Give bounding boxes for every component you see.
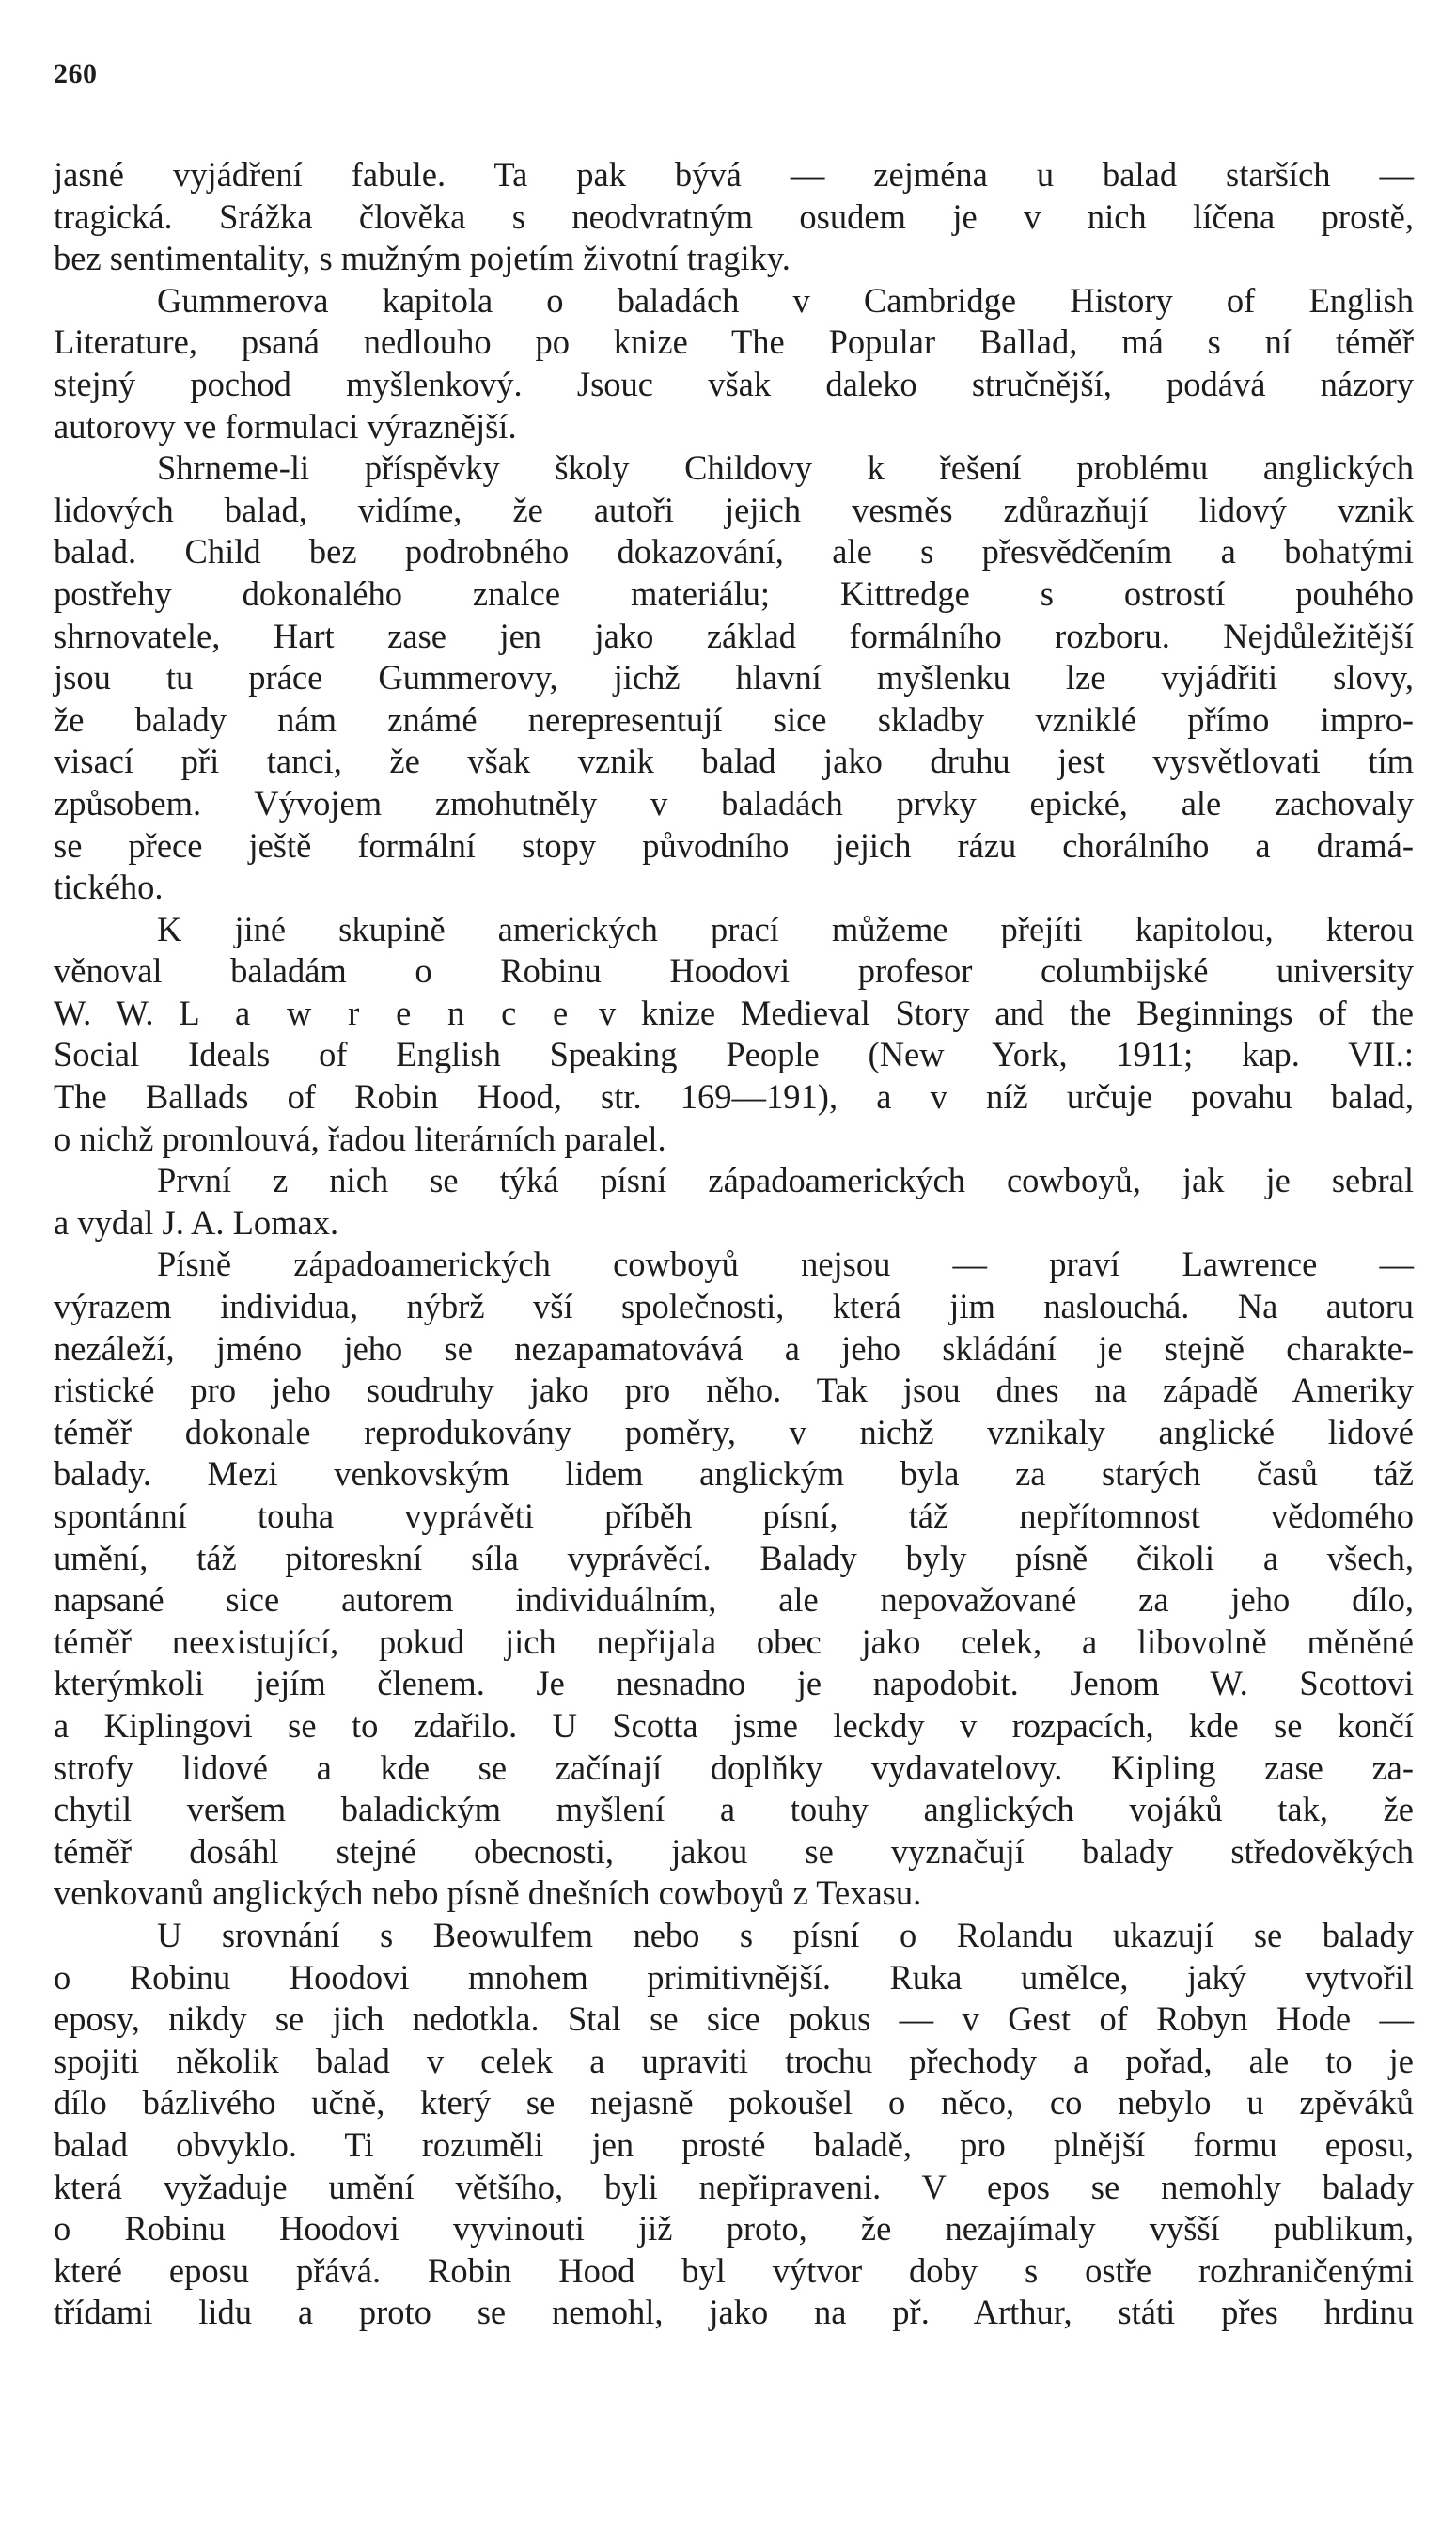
text-line: téměř dokonale reprodukovány poměry, v nichž vznikaly anglické lidové: [54, 1412, 1414, 1451]
text-line: První z nich se týká písní západoamerických cowboyů, jak je sebral: [157, 1161, 1414, 1200]
spaced-author-name: L a w r e n c e: [179, 993, 574, 1032]
paragraph-7: [54, 1915, 1414, 2334]
text-line: o nichž promlouvá, řadou literárních paralel.: [54, 1119, 666, 1158]
paragraph-2: [54, 280, 1414, 447]
text-line: třídami lidu a proto se nemohl, jako na př. Arthur, státi přes hrdinu: [54, 2293, 1414, 2332]
text-line: nezáleží, jméno jeho se nezapamatovává a jeho skládání je stejně charakte-: [54, 1328, 1414, 1368]
text-line: která vyžaduje umění většího, byli nepřipraveni. V epos se nemohly balady: [54, 2167, 1414, 2206]
text-line: že balady nám známé nerepresentují sice skladby vzniklé přímo impro-: [54, 699, 1414, 739]
text-line: balady. Mezi venkovským lidem anglickým byla za starých časů táž: [54, 1454, 1414, 1494]
text-line: chytil veršem baladickým myšlení a touhy anglických vojáků tak, že: [54, 1790, 1414, 1829]
text-line: spontánní touha vyprávěti příběh písní, táž nepřítomnost vědomého: [54, 1497, 1414, 1535]
text-line: shrnovatele, Hart zase jen jako základ formálního rozboru. Nejdůležitější: [54, 616, 1414, 655]
text-line: spojiti několik balad v celek a upraviti trochu přechody a pořad, ale to je: [54, 2041, 1414, 2080]
body-text: [54, 154, 1414, 2334]
text-line: Social Ideals of English Speaking People (New York, 1911; kap. VII.:: [54, 1035, 1414, 1074]
text-line: eposy, nikdy se jich nedotkla. Stal se sice pokus — v Gest of Robyn Hode —: [54, 1999, 1414, 2039]
text-line: o Robinu Hoodovi vyvinouti již proto, že nezajímaly vyšší publikum,: [54, 2209, 1414, 2249]
text-line: K jiné skupině amerických prací můžeme přejíti kapitolou, kterou: [157, 909, 1414, 948]
text-line: stejný pochod myšlenkový. Jsouc však daleko stručnější, podává názory: [54, 364, 1414, 403]
text-line: dílo bázlivého učně, který se nejasně pokoušel o něco, co nebylo u zpěváků: [54, 2083, 1414, 2123]
text-line: věnoval baladám o Robinu Hoodovi profesor columbijské university: [54, 951, 1414, 991]
paragraph-5: [54, 1160, 1414, 1244]
text-line: se přece ještě formální stopy původního jejich rázu chorálního a dramá-: [54, 825, 1414, 865]
text-line: tragická. Srážka člověka s neodvratným osudem je v nich líčena prostě,: [54, 196, 1414, 236]
text-line: a Kiplingovi se to zdařilo. U Scotta jsme leckdy v rozpacích, kde se končí: [54, 1705, 1414, 1745]
text-line: Písně západoamerických cowboyů nejsou — praví Lawrence —: [157, 1245, 1414, 1284]
text-line: napsané sice autorem individuálním, ale nepovažované za jeho dílo,: [54, 1580, 1414, 1620]
text-line: visací při tanci, že však vznik balad jako druhu jest vysvětlovati tím: [54, 742, 1414, 781]
text-line: balad obvyklo. Ti rozuměli jen prosté baladě, pro plnější formu eposu,: [54, 2124, 1414, 2164]
text-line: Shrneme-li příspěvky školy Childovy k řešení problému anglických: [157, 448, 1414, 488]
text-line: balad. Child bez podrobného dokazování, ale s přesvědčením a bohatými: [54, 532, 1414, 572]
text-line: téměř dosáhl stejné obecnosti, jakou se vyznačují balady středověkých: [54, 1831, 1414, 1871]
text-line: strofy lidové a kde se začínají doplňky vydavatelovy. Kipling zase za-: [54, 1747, 1414, 1787]
text-line: autorovy ve formulaci výraznější.: [54, 406, 517, 446]
paragraph-6: [54, 1244, 1414, 1915]
text-line: jasné vyjádření fabule. Ta pak bývá — zejména u balad starších —: [54, 155, 1414, 194]
text-line: a vydal J. A. Lomax.: [54, 1202, 339, 1242]
paragraph-3: [54, 447, 1414, 909]
text-line-with-spaced-name: W. W. L a w r e n c e v knize Medieval Story and the Beginnings of the: [54, 993, 1415, 1032]
text-line: ristické pro jeho soudruhy jako pro něho. Tak jsou dnes na západě Ameriky: [54, 1371, 1414, 1410]
text-line: tického.: [54, 868, 164, 907]
text-line: venkovanů anglických nebo písně dnešních cowboyů z Texasu.: [54, 1873, 922, 1913]
text-line: Literature, psaná nedlouho po knize The Popular Ballad, má s ní téměř: [54, 322, 1414, 362]
page-number: 260: [54, 58, 98, 89]
text-line: které eposu přává. Robin Hood byl výtvor doby s ostře rozhraničenými: [54, 2250, 1414, 2290]
text-line: bez sentimentality, s mužným pojetím životní tragiky.: [54, 239, 791, 278]
text-line: kterýmkoli jejím členem. Je nesnadno je napodobit. Jenom W. Scottovi: [54, 1664, 1414, 1703]
text-line: Gummerova kapitola o baladách v Cambridge History of English: [157, 280, 1414, 320]
text-line: jsou tu práce Gummerovy, jichž hlavní myšlenku lze vyjádřiti slovy,: [54, 658, 1414, 697]
text-line: výrazem individua, nýbrž vší společnosti, která jim naslouchá. Na autoru: [54, 1287, 1414, 1326]
text-line: The Ballads of Robin Hood, str. 169—191), a v níž určuje povahu balad,: [54, 1077, 1414, 1117]
paragraph-4: [54, 909, 1414, 1161]
text-line: umění, táž pitoreskní síla vyprávěcí. Balady byly písně čikoli a všech,: [54, 1538, 1414, 1577]
text-line: U srovnání s Beowulfem nebo s písní o Rolandu ukazují se balady: [157, 1915, 1414, 1954]
paragraph-1: [54, 154, 1414, 280]
text-line: způsobem. Vývojem zmohutněly v baladách prvky epické, ale zachovaly: [54, 783, 1414, 823]
text-line: lidových balad, vidíme, že autoři jejich vesměs zdůrazňují lidový vznik: [54, 490, 1414, 529]
text-line: o Robinu Hoodovi mnohem primitivnější. Ruka umělce, jaký vytvořil: [54, 1957, 1414, 1997]
text-line: postřehy dokonalého znalce materiálu; Kittredge s ostrostí pouhého: [54, 573, 1414, 613]
text-line: téměř neexistující, pokud jich nepřijala obec jako celek, a libovolně měněné: [54, 1622, 1414, 1661]
